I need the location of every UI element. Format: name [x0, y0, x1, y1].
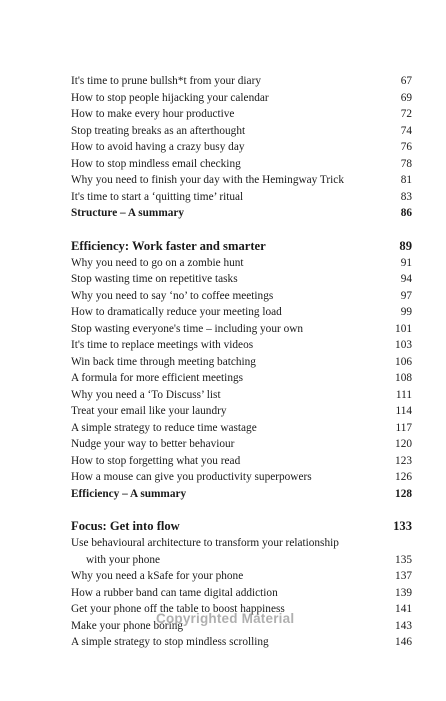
copyright-watermark: Copyrighted Material — [156, 611, 295, 626]
toc-entry-title: How to stop people hijacking your calendar — [71, 91, 269, 104]
toc-entry-title: Stop treating breaks as an afterthought — [71, 124, 246, 137]
toc-entry-page: 146 — [395, 636, 412, 648]
toc-entry-page: 69 — [400, 91, 412, 104]
toc-entry-line1 — [71, 535, 412, 552]
section-summary — [71, 205, 412, 222]
chapter-page: 133 — [393, 519, 412, 533]
toc-entry-title: Treat your email like your laundry — [71, 405, 227, 417]
table-of-contents — [71, 73, 412, 651]
toc-entry-title: Why you need to go on a zombie hunt — [71, 256, 244, 269]
toc-entry — [71, 189, 412, 206]
toc-entry — [71, 436, 412, 453]
toc-entry — [71, 420, 412, 437]
toc-entry-page: 114 — [395, 405, 412, 417]
toc-entry-title: It's time to prune bullsh*t from your diary — [71, 75, 261, 87]
toc-entry — [71, 172, 412, 189]
toc-entry-title: Nudge your way to better behaviour — [71, 438, 235, 450]
toc-entry-title: Why you need a ‘To Discuss’ list — [71, 388, 221, 401]
toc-entry — [71, 469, 412, 486]
toc-entry — [71, 139, 412, 156]
toc-entry — [71, 568, 412, 585]
toc-entry-page: 141 — [395, 603, 412, 615]
toc-entry-title: How to make every hour productive — [71, 108, 235, 120]
toc-entry — [71, 387, 412, 404]
toc-entry-page: 78 — [400, 157, 412, 170]
toc-entry-title: Get your phone off the table to boost happiness — [71, 603, 285, 615]
toc-entry-title: It's time to start a ‘quitting time’ ritual — [71, 190, 244, 203]
chapter-heading — [71, 238, 412, 255]
toc-entry — [71, 304, 412, 321]
toc-entry-page: 139 — [395, 586, 412, 599]
toc-entry-title: How a rubber band can tame digital addiction — [71, 586, 278, 599]
toc-entry — [71, 321, 412, 338]
toc-entry-title: Use behavioural architecture to transform your relationship — [71, 537, 339, 549]
toc-entry-page: 137 — [395, 570, 412, 582]
toc-entry-title: Make your phone boring — [71, 619, 184, 632]
summary-title: Efficiency – A summary — [71, 487, 187, 500]
toc-entry-title: A simple strategy to reduce time wastage — [71, 421, 257, 434]
toc-entry-title: How to stop mindless email checking — [71, 157, 241, 170]
toc-entry-title: How a mouse can give you productivity superpowers — [71, 471, 312, 483]
toc-entry — [71, 354, 412, 371]
chapter-title: Focus: Get into flow — [71, 519, 180, 533]
toc-entry — [71, 106, 412, 123]
toc-entry — [71, 123, 412, 140]
toc-entry-page: 120 — [395, 438, 412, 450]
chapter-heading — [71, 518, 412, 535]
toc-entry-page: 83 — [400, 190, 412, 203]
toc-entry-title: Stop wasting everyone's time – including your own — [71, 322, 304, 335]
toc-entry-page: 108 — [395, 372, 412, 384]
toc-entry-page: 123 — [395, 454, 412, 467]
toc-entry — [71, 403, 412, 420]
toc-entry-page: 106 — [395, 355, 412, 368]
toc-entry — [71, 370, 412, 387]
summary-page: 86 — [400, 207, 412, 219]
toc-entry-title: Win back time through meeting batching — [71, 355, 256, 368]
toc-entry-page: 135 — [395, 553, 412, 566]
toc-entry-title: How to stop forgetting what you read — [71, 454, 241, 467]
toc-entry-page: 126 — [395, 471, 412, 483]
toc-entry — [71, 634, 412, 651]
toc-entry — [71, 337, 412, 354]
chapter-page: 89 — [399, 238, 412, 253]
toc-entry-title: A formula for more efficient meetings — [71, 372, 244, 384]
toc-entry-title: How to avoid having a crazy busy day — [71, 141, 245, 153]
toc-entry-page: 74 — [400, 124, 412, 137]
toc-entry-page: 91 — [400, 256, 412, 269]
toc-entry-page: 94 — [400, 273, 412, 285]
toc-entry — [71, 156, 412, 173]
toc-entry-line2 — [71, 552, 412, 569]
toc-entry-page: 101 — [395, 322, 412, 335]
toc-entry — [71, 73, 412, 90]
toc-entry — [71, 271, 412, 288]
toc-entry-title: How to dramatically reduce your meeting load — [71, 306, 282, 318]
toc-entry — [71, 288, 412, 305]
toc-entry-title: Why you need to finish your day with the Hemingway Trick — [71, 174, 344, 186]
toc-entry-page: 72 — [400, 108, 412, 120]
toc-entry-title: Stop wasting time on repetitive tasks — [71, 273, 238, 285]
toc-entry-title: Why you need a kSafe for your phone — [71, 570, 244, 582]
toc-entry — [71, 255, 412, 272]
toc-entry-title-continued: with your phone — [86, 553, 161, 566]
summary-page: 128 — [395, 487, 412, 500]
toc-entry-page: 81 — [400, 174, 412, 186]
toc-entry-page: 97 — [400, 289, 412, 302]
toc-entry-page: 111 — [395, 388, 412, 401]
toc-entry-page: 99 — [400, 306, 412, 318]
toc-entry-title: A simple strategy to stop mindless scrolling — [71, 636, 269, 648]
toc-entry-title: It's time to replace meetings with videos — [71, 339, 254, 351]
section-summary — [71, 486, 412, 503]
chapter-title: Efficiency: Work faster and smarter — [71, 238, 266, 253]
toc-entry-page: 103 — [395, 339, 412, 351]
toc-entry — [71, 585, 412, 602]
toc-entry — [71, 90, 412, 107]
toc-entry — [71, 453, 412, 470]
toc-entry-page: 76 — [400, 141, 412, 153]
toc-entry-page: 67 — [400, 75, 412, 87]
toc-entry-title: Why you need to say ‘no’ to coffee meetings — [71, 289, 274, 302]
toc-entry-page: 117 — [395, 421, 412, 434]
toc-entry-page: 143 — [395, 619, 412, 632]
summary-title: Structure – A summary — [71, 207, 185, 219]
